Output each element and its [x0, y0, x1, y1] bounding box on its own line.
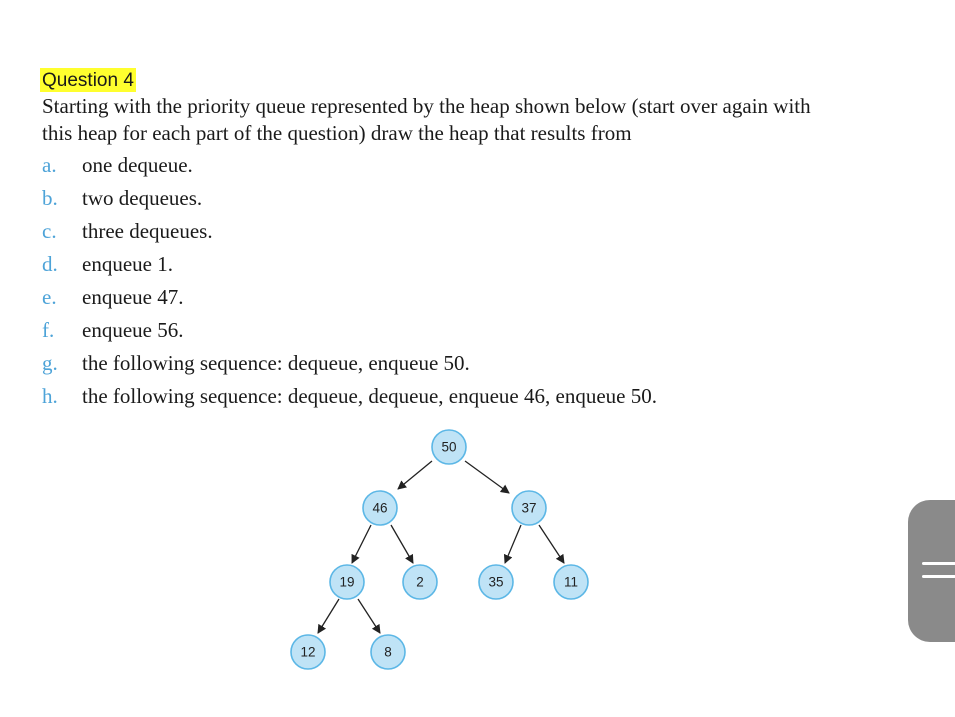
heap-node	[291, 635, 325, 669]
item-text: the following sequence: dequeue, enqueue 50.	[82, 351, 470, 375]
heap-node	[512, 491, 546, 525]
question-heading: Question 4	[42, 70, 134, 91]
heap-node-label: 2	[416, 574, 424, 590]
item-text: one dequeue.	[82, 153, 193, 177]
heap-node	[330, 565, 364, 599]
heap-node-label: 50	[441, 439, 457, 455]
side-panel-handle[interactable]	[908, 500, 955, 642]
heap-edge	[318, 599, 339, 633]
heap-edge	[465, 461, 509, 493]
heap-node-label: 35	[488, 574, 504, 590]
question-intro: Starting with the priority queue represented by the heap shown below (start over again with this heap for each part of the question) draw the heap that results from	[42, 94, 811, 145]
item-text: two dequeues.	[82, 186, 203, 210]
item-letter: b.	[42, 186, 58, 210]
heap-node-label: 46	[372, 500, 388, 516]
item-letter: c.	[42, 219, 57, 243]
item-text: enqueue 1.	[82, 252, 173, 276]
heap-node	[363, 491, 397, 525]
heap-edge	[391, 525, 413, 563]
heap-node-label: 8	[384, 644, 392, 660]
heap-edge	[539, 525, 564, 563]
heap-node-label: 12	[300, 644, 316, 660]
heap-node-label: 19	[339, 574, 355, 590]
item-text: enqueue 56.	[82, 318, 184, 342]
item-text: the following sequence: dequeue, dequeue, enqueue 46, enqueue 50.	[82, 384, 657, 408]
item-letter: d.	[42, 252, 58, 276]
heap-node	[432, 430, 466, 464]
heap-edge	[505, 525, 521, 563]
item-text: three dequeues.	[82, 219, 213, 243]
item-text: enqueue 47.	[82, 285, 184, 309]
heap-node-label: 37	[521, 500, 537, 516]
heap-node	[554, 565, 588, 599]
heap-node	[403, 565, 437, 599]
heap-edge	[352, 525, 371, 563]
heap-node-label: 11	[563, 574, 579, 590]
item-letter: h.	[42, 384, 58, 408]
heap-edge	[358, 599, 380, 633]
heap-node	[371, 635, 405, 669]
item-letter: a.	[42, 153, 57, 177]
heap-node	[479, 565, 513, 599]
heap-edge	[398, 461, 432, 489]
item-letter: e.	[42, 285, 57, 309]
item-letter: f.	[42, 318, 55, 342]
item-letter: g.	[42, 351, 58, 375]
